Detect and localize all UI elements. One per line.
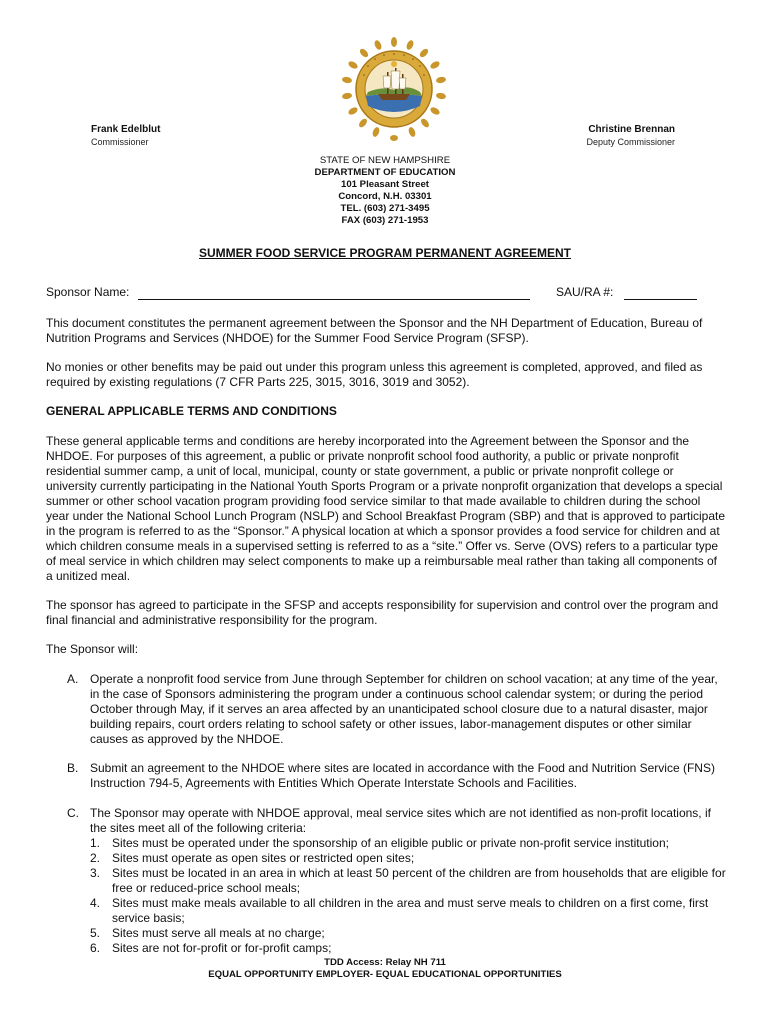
sau-ra-label: SAU/RA #: bbox=[556, 285, 614, 299]
terms-paragraph bbox=[46, 434, 726, 584]
criteria-list bbox=[90, 836, 730, 956]
equal-opportunity-statement: EQUAL OPPORTUNITY EMPLOYER- EQUAL EDUCATIONAL OPPORTUNITIES bbox=[208, 969, 562, 980]
seal-emblem-icon bbox=[338, 34, 450, 146]
commissioner-name: Frank Edelblut bbox=[91, 124, 161, 135]
list-marker: C. bbox=[67, 806, 79, 820]
list-item-a bbox=[67, 672, 727, 747]
paragraph-monies: No monies or other benefits may be paid out under this program unless this agreement is completed, approved, and filed as required by existing regulations (7 CFR Parts 225, 3015, 3016, 3019 and 3052). bbox=[46, 360, 703, 389]
criteria-item bbox=[90, 941, 730, 956]
intro-paragraph bbox=[46, 316, 726, 346]
sponsor-name-field[interactable] bbox=[138, 299, 530, 300]
criteria-text: Sites must be operated under the sponsorship of an eligible public or private non-profit service institution; bbox=[112, 836, 669, 850]
criteria-marker: 6. bbox=[90, 941, 101, 955]
page-footer bbox=[0, 957, 770, 981]
telephone: TEL. (603) 271-3495 bbox=[340, 203, 430, 214]
criteria-marker: 4. bbox=[90, 896, 101, 910]
paragraph-sponsor-will: The Sponsor will: bbox=[46, 642, 139, 656]
fax: FAX (603) 271-1953 bbox=[341, 215, 429, 226]
list-marker: A. bbox=[67, 672, 79, 686]
criteria-item bbox=[90, 926, 730, 941]
section-heading bbox=[46, 404, 726, 419]
tdd-access: TDD Access: Relay NH 711 bbox=[324, 957, 446, 968]
sponsor-will-paragraph bbox=[46, 642, 726, 657]
commissioner-block bbox=[91, 123, 160, 149]
paragraph-responsibility: The sponsor has agreed to participate in the SFSP and accepts responsibility for supervision and control over the program and final financial and administrative responsibility for the program. bbox=[46, 598, 719, 627]
city-address: Concord, N.H. 03301 bbox=[338, 191, 432, 202]
criteria-text: Sites must make meals available to all children in the area and must serve meals to children on a first come, first service basis; bbox=[112, 896, 709, 925]
responsibility-paragraph bbox=[46, 598, 726, 628]
monies-paragraph bbox=[46, 360, 726, 390]
sau-ra-field[interactable] bbox=[624, 299, 697, 300]
criteria-item bbox=[90, 896, 730, 926]
deputy-commissioner-title: Deputy Commissioner bbox=[586, 137, 675, 147]
deputy-commissioner-name: Christine Brennan bbox=[588, 124, 675, 135]
list-marker: B. bbox=[67, 761, 79, 775]
street-address: 101 Pleasant Street bbox=[341, 179, 429, 190]
deputy-commissioner-block bbox=[586, 123, 675, 149]
criteria-marker: 5. bbox=[90, 926, 101, 940]
sponsor-name-label: Sponsor Name: bbox=[46, 285, 130, 299]
list-item-text: Submit an agreement to the NHDOE where sites are located in accordance with the Food and Nutrition Service (FNS) Instruction 794-5, Agreements with Entities Which Operate Interstate Schools and Facilities. bbox=[90, 761, 715, 790]
criteria-text: Sites are not for-profit or for-profit camps; bbox=[112, 941, 332, 955]
list-item bbox=[67, 806, 727, 836]
commissioner-title: Commissioner bbox=[91, 137, 149, 147]
criteria-text: Sites must serve all meals at no charge; bbox=[112, 926, 325, 940]
state-seal bbox=[338, 34, 450, 146]
terms-heading: GENERAL APPLICABLE TERMS AND CONDITIONS bbox=[46, 404, 337, 418]
document-title: SUMMER FOOD SERVICE PROGRAM PERMANENT AGREEMENT bbox=[198, 246, 572, 260]
criteria-marker: 2. bbox=[90, 851, 101, 865]
list-item-text: Operate a nonprofit food service from June through September for children on school vacation; at any time of the year, in the case of Sponsors administering the program under a continuous school calendar system; or during the period October through May, if it serves an area affected by an unanticipated school closure due to a natural disaster, major building repairs, court orders relating to school safety or other issues, labor-management disputes or other similar causes as approved by the NHDOE. bbox=[90, 672, 718, 746]
criteria-marker: 3. bbox=[90, 866, 101, 880]
paragraph-agreement: This document constitutes the permanent agreement between the Sponsor and the NH Department of Education, Bureau of Nutrition Programs and Services (NHDOE) for the Summer Food Service Program (SFSP). bbox=[46, 316, 703, 345]
list-item bbox=[67, 761, 727, 791]
paragraph-terms: These general applicable terms and conditions are hereby incorporated into the Agreement between the Sponsor and the NHDOE. For purposes of this agreement, a public or private nonprofit school food authority, a public or private nonprofit residential summer camp, a unit of local, municipal, county or state government, a public or private nonprofit college or university currently participating in the National Youth Sports Program or a private nonprofit organization that develops a special summer or other school vacation program providing food service similar to that made available to children during the school year under the National School Lunch Program (NSLP) and School Breakfast Program (SBP) and that is approved to participate in the program is referred to as the “Sponsor.” A physical location at which a sponsor provides a food service for children and at which children consume meals in a supervised setting is referred to as a “site.” Offer vs. Serve (OVS) refers to a particular type of meal service in which children may select components to make up a reimbursable meal rather than taking all components of a unitized meal. bbox=[46, 434, 726, 583]
department-name: DEPARTMENT OF EDUCATION bbox=[314, 167, 456, 178]
list-item bbox=[67, 672, 727, 747]
criteria-item bbox=[90, 851, 730, 866]
list-item-b bbox=[67, 761, 727, 791]
list-item-c bbox=[67, 806, 727, 836]
criteria-text: Sites must be located in an area in which at least 50 percent of the children are from households that are eligible for free or reduced-price school meals; bbox=[112, 866, 726, 895]
criteria-item bbox=[90, 866, 730, 896]
criteria-item bbox=[90, 836, 730, 851]
criteria-marker: 1. bbox=[90, 836, 101, 850]
state-name: STATE OF NEW HAMPSHIRE bbox=[319, 155, 451, 166]
department-address bbox=[0, 155, 770, 227]
list-item-text: The Sponsor may operate with NHDOE approval, meal service sites which are not identified as non-profit locations, if the sites meet all of the following criteria: bbox=[90, 806, 711, 835]
criteria-text: Sites must operate as open sites or restricted open sites; bbox=[112, 851, 415, 865]
